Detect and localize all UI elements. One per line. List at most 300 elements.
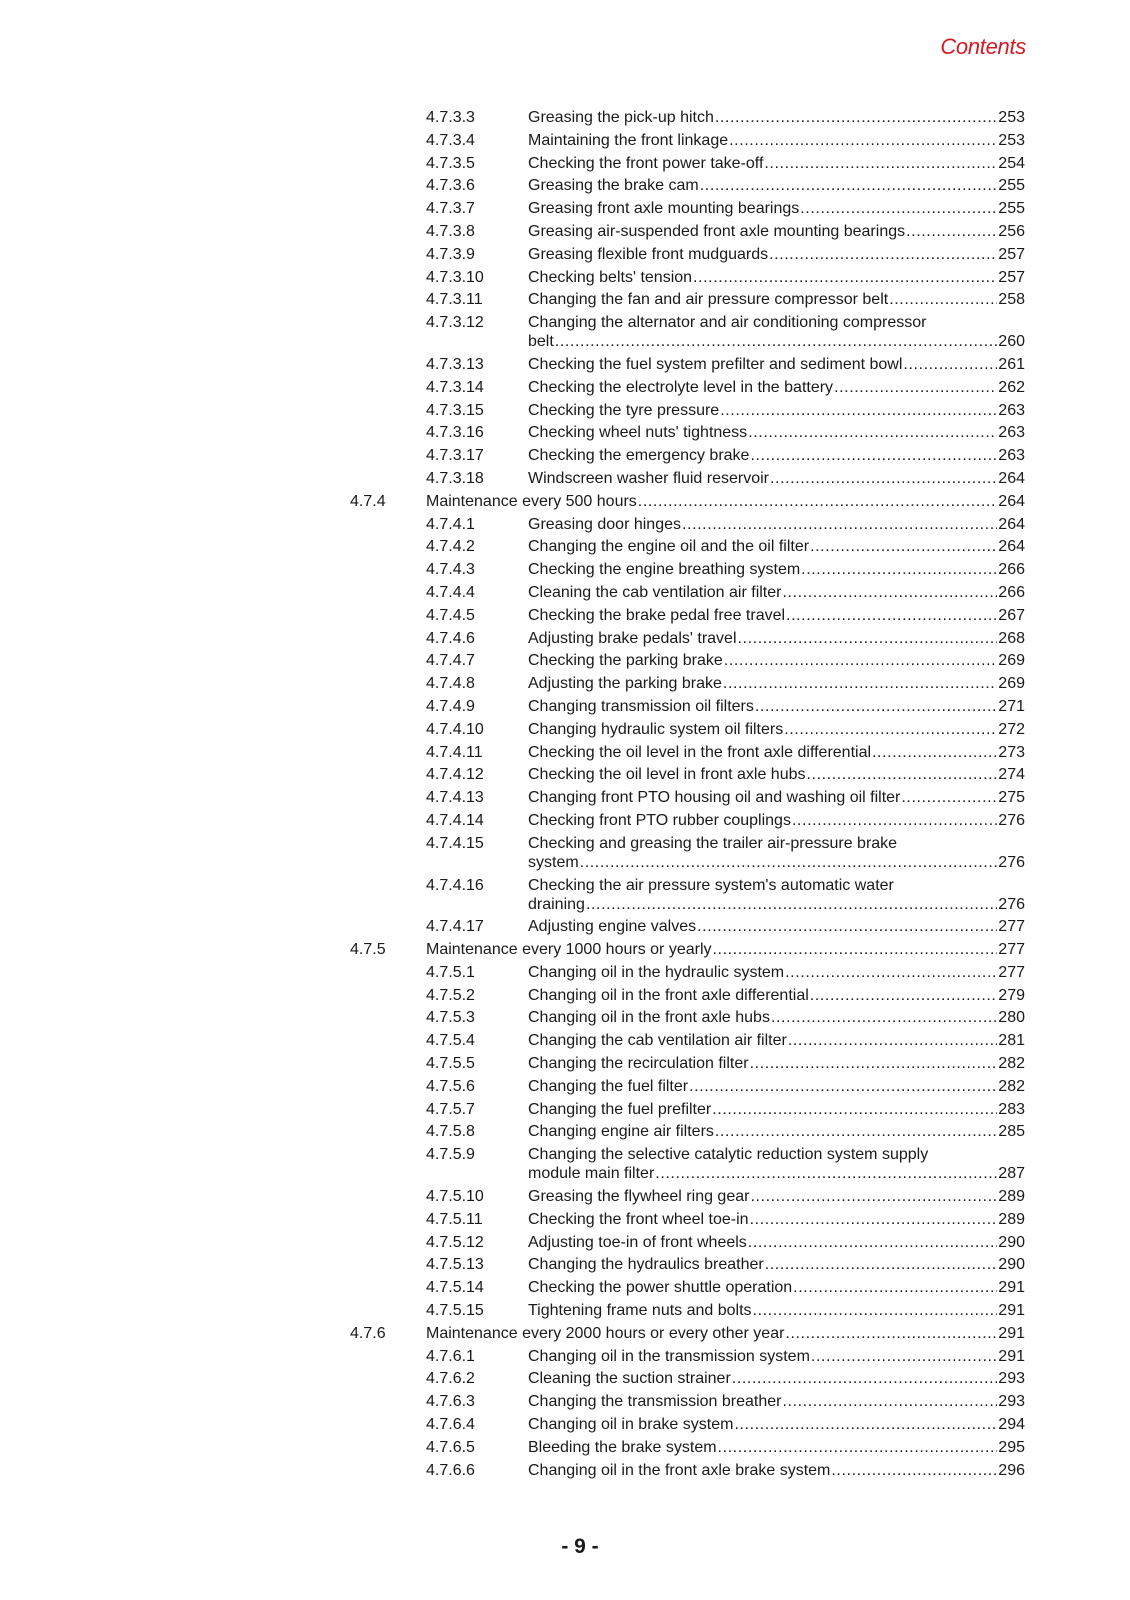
toc-entry-number: 4.7.3.18 xyxy=(426,469,484,487)
toc-entry-number: 4.7.4.15 xyxy=(426,834,484,852)
toc-entry-page: 261 xyxy=(998,355,1025,373)
toc-entry-page: 262 xyxy=(998,378,1025,396)
toc-entry-line xyxy=(528,606,1025,626)
toc-entry-page: 257 xyxy=(998,268,1025,286)
toc-entry[interactable] xyxy=(0,605,1130,628)
toc-entry-page: 276 xyxy=(998,853,1025,871)
toc-entry-title: Adjusting engine valves xyxy=(528,918,697,936)
toc-entry-line xyxy=(528,1301,1025,1321)
toc-entry-page: 253 xyxy=(998,131,1025,149)
dot-leader xyxy=(785,1324,997,1344)
toc-entry-line xyxy=(528,1438,1025,1458)
dot-leader xyxy=(748,423,997,443)
toc-entry-line xyxy=(528,674,1025,694)
toc-entry[interactable] xyxy=(0,1099,1130,1122)
toc-entry-page: 293 xyxy=(998,1393,1025,1411)
toc-entry-number: 4.7.3.10 xyxy=(426,268,484,286)
toc-entry-page: 269 xyxy=(998,652,1025,670)
dot-leader xyxy=(782,1392,997,1412)
dot-leader xyxy=(738,629,998,649)
toc-entry-title: Adjusting toe-in of front wheels xyxy=(528,1233,747,1251)
toc-entry[interactable] xyxy=(0,400,1130,423)
dot-leader xyxy=(724,651,998,671)
toc-entry-title: Windscreen washer fluid reservoir xyxy=(528,469,769,487)
toc-entry-line xyxy=(528,1255,1025,1275)
toc-entry-page: 255 xyxy=(998,200,1025,218)
toc-entry-line xyxy=(528,629,1025,649)
dot-leader xyxy=(750,1187,997,1207)
dot-leader xyxy=(782,583,997,603)
toc-entry-title: system xyxy=(528,853,579,871)
toc-entry-number: 4.7.5.1 xyxy=(426,963,475,981)
toc-entry[interactable] xyxy=(0,875,1130,917)
toc-entry-number: 4.7.5.3 xyxy=(426,1009,475,1027)
toc-entry-page: 289 xyxy=(998,1210,1025,1228)
toc-entry-number: 4.7.4.13 xyxy=(426,789,484,807)
toc-entry[interactable] xyxy=(0,1232,1130,1255)
toc-entry[interactable] xyxy=(0,267,1130,290)
toc-entry[interactable] xyxy=(0,1437,1130,1460)
dot-leader xyxy=(810,537,997,557)
toc-entry-page: 293 xyxy=(998,1370,1025,1388)
toc-entry[interactable] xyxy=(0,696,1130,719)
toc-entry-page: 282 xyxy=(998,1077,1025,1095)
dot-leader xyxy=(720,401,997,421)
toc-entry-title: Changing the hydraulics breather xyxy=(528,1256,764,1274)
toc-entry-title: Changing oil in brake system xyxy=(528,1416,734,1434)
toc-entry-line xyxy=(528,1278,1025,1298)
toc-entry-line xyxy=(528,515,1025,535)
toc-entry-number: 4.7.4.5 xyxy=(426,606,475,624)
toc-entry[interactable] xyxy=(0,244,1130,267)
toc-entry-line xyxy=(528,378,1025,398)
toc-entry-title: Changing the cab ventilation air filter xyxy=(528,1032,787,1050)
toc-entry-page: 266 xyxy=(998,561,1025,579)
toc-entry-line xyxy=(528,917,1025,937)
toc-entry-title-line1: Changing the selective catalytic reduction system supply xyxy=(528,1146,929,1164)
toc-entry-number: 4.7.3.12 xyxy=(426,314,484,332)
toc-entry-line xyxy=(528,268,1025,288)
toc-entry-page: 277 xyxy=(998,963,1025,981)
toc-entry-page: 279 xyxy=(998,986,1025,1004)
toc-entry-page: 290 xyxy=(998,1233,1025,1251)
dot-leader xyxy=(734,1415,997,1435)
toc-entry-title: Checking the power shuttle operation xyxy=(528,1279,793,1297)
toc-entry-number: 4.7.3.17 xyxy=(426,447,484,465)
toc-entry[interactable] xyxy=(0,1391,1130,1414)
toc-entry[interactable] xyxy=(0,764,1130,787)
toc-entry-line xyxy=(528,423,1025,443)
dot-leader xyxy=(755,697,997,717)
toc-entry-title-line1: Changing the alternator and air conditioning compressor xyxy=(528,314,927,332)
toc-entry-number: 4.7.3.14 xyxy=(426,378,484,396)
toc-entry-title: Changing the fuel prefilter xyxy=(528,1100,712,1118)
toc-entry-number: 4.7.3.15 xyxy=(426,401,484,419)
toc-entry-title: Checking the front wheel toe-in xyxy=(528,1210,749,1228)
toc-entry-page: 282 xyxy=(998,1055,1025,1073)
toc-entry-page: 264 xyxy=(998,492,1025,510)
toc-entry-line xyxy=(528,788,1025,808)
toc-entry-title: Checking the fuel system prefilter and sediment bowl xyxy=(528,355,903,373)
toc-entry-number: 4.7.6.2 xyxy=(426,1370,475,1388)
dot-leader xyxy=(901,788,997,808)
toc-entry-number: 4.7.6.4 xyxy=(426,1416,475,1434)
toc-entry[interactable] xyxy=(0,673,1130,696)
toc-entry-number: 4.7.3.3 xyxy=(426,109,475,126)
dot-leader xyxy=(801,560,997,580)
toc-entry-line xyxy=(528,1122,1025,1142)
toc-entry-line xyxy=(528,1054,1025,1074)
toc-entry[interactable] xyxy=(0,1414,1130,1437)
toc-entry-page: 268 xyxy=(998,629,1025,647)
toc-entry[interactable] xyxy=(0,445,1130,468)
toc-entry[interactable] xyxy=(0,916,1130,939)
toc-entry[interactable] xyxy=(0,1209,1130,1232)
dot-leader xyxy=(834,378,997,398)
toc-entry[interactable] xyxy=(0,559,1130,582)
toc-entry-title: Greasing the brake cam xyxy=(528,177,699,195)
toc-entry-number: 4.7.4.16 xyxy=(426,876,484,894)
toc-entry[interactable] xyxy=(0,198,1130,221)
toc-entry-title: Adjusting the parking brake xyxy=(528,675,722,693)
toc-entry-title: Changing oil in the front axle differential xyxy=(528,986,809,1004)
dot-leader xyxy=(729,131,997,151)
toc-entry[interactable] xyxy=(0,719,1130,742)
toc-entry-number: 4.7.3.4 xyxy=(426,131,475,149)
toc-entry-number: 4.7.4.11 xyxy=(426,743,483,761)
toc-entry[interactable] xyxy=(0,1144,1130,1186)
toc-entry-page: 289 xyxy=(998,1188,1025,1206)
toc-entry-title: Greasing flexible front mudguards xyxy=(528,245,769,263)
toc-entry-page: 294 xyxy=(998,1416,1025,1434)
toc-entry[interactable] xyxy=(0,787,1130,810)
toc-entry[interactable] xyxy=(0,742,1130,765)
dot-leader xyxy=(700,176,998,196)
toc-entry-line xyxy=(528,401,1025,421)
toc-entry[interactable] xyxy=(0,221,1130,244)
toc-entry-title: Checking the engine breathing system xyxy=(528,561,801,579)
toc-entry-line xyxy=(528,176,1025,196)
dot-leader xyxy=(723,674,997,694)
toc-entry-number: 4.7.4.14 xyxy=(426,811,484,829)
toc-entry-title: Checking the electrolyte level in the battery xyxy=(528,378,834,396)
toc-entry[interactable] xyxy=(0,1254,1130,1277)
toc-entry[interactable] xyxy=(0,468,1130,491)
toc-entry-line xyxy=(528,895,1025,915)
toc-entry-title: Bleeding the brake system xyxy=(528,1438,717,1456)
dot-leader xyxy=(712,1100,997,1120)
toc-entry[interactable] xyxy=(0,1053,1130,1076)
toc-entry-number: 4.7.5.14 xyxy=(426,1279,484,1297)
toc-entry[interactable] xyxy=(0,985,1130,1008)
dot-leader xyxy=(810,986,998,1006)
toc-entry-page: 269 xyxy=(998,675,1025,693)
toc-entry[interactable] xyxy=(0,1076,1130,1099)
toc-entry-line xyxy=(528,1210,1025,1230)
toc-entry-number: 4.7.4.6 xyxy=(426,629,475,647)
dot-leader xyxy=(748,1233,998,1253)
toc-entry-page: 277 xyxy=(998,941,1025,959)
dot-leader xyxy=(697,917,997,937)
dot-leader xyxy=(713,940,998,960)
toc-entry-line xyxy=(528,108,1025,128)
toc-entry-number: 4.7.6.6 xyxy=(426,1461,475,1479)
toc-entry-line xyxy=(528,743,1025,763)
toc-entry-title: Changing oil in the front axle brake system xyxy=(528,1461,831,1479)
toc-entry-line xyxy=(426,940,1025,960)
dot-leader xyxy=(793,1278,997,1298)
toc-entry-page: 273 xyxy=(998,743,1025,761)
toc-entry-page: 254 xyxy=(998,154,1025,172)
toc-entry-line xyxy=(528,1461,1025,1481)
toc-entry[interactable] xyxy=(0,377,1130,400)
toc-entry-number: 4.7.3.7 xyxy=(426,200,475,218)
toc-entry-number: 4.7.4.8 xyxy=(426,675,475,693)
toc-entry-number: 4.7.5 xyxy=(350,941,386,959)
toc-entry-title: Checking the front power take-off xyxy=(528,154,764,172)
toc-entry-page: 255 xyxy=(998,177,1025,195)
toc-entry-page: 266 xyxy=(998,583,1025,601)
dot-leader xyxy=(689,1077,997,1097)
toc-entry[interactable] xyxy=(0,1030,1130,1053)
toc-entry[interactable] xyxy=(0,107,1130,130)
toc-entry-title: Greasing front axle mounting bearings xyxy=(528,200,800,218)
toc-entry-number: 4.7.3.6 xyxy=(426,177,475,195)
toc-entry-title: Maintenance every 500 hours xyxy=(426,492,637,510)
toc-entry[interactable] xyxy=(0,153,1130,176)
toc-entry[interactable] xyxy=(0,810,1130,833)
dot-leader xyxy=(750,446,997,466)
toc-entry[interactable] xyxy=(0,582,1130,605)
toc-entry-number: 4.7.4.10 xyxy=(426,720,484,738)
dot-leader xyxy=(903,355,997,375)
toc-entry-page: 276 xyxy=(998,895,1025,913)
toc-entry-title: Greasing door hinges xyxy=(528,515,681,533)
toc-entry-page: 285 xyxy=(998,1123,1025,1141)
page-number: - 9 - xyxy=(561,1535,599,1558)
toc-entry-title: Adjusting brake pedals' travel xyxy=(528,629,737,647)
toc-entry-line xyxy=(528,765,1025,785)
toc-entry-page: 263 xyxy=(998,424,1025,442)
toc-entry-page: 260 xyxy=(998,333,1025,351)
dot-leader xyxy=(750,1210,998,1230)
toc-entry[interactable] xyxy=(0,1346,1130,1369)
toc-entry-title: Maintenance every 1000 hours or yearly xyxy=(426,941,712,959)
toc-entry-line xyxy=(426,492,1025,512)
dot-leader xyxy=(889,290,997,310)
toc-entry-number: 4.7.6.5 xyxy=(426,1438,475,1456)
dot-leader xyxy=(906,222,997,242)
toc-entry-title: Maintenance every 2000 hours or every other year xyxy=(426,1324,785,1342)
toc-entry-page: 253 xyxy=(998,109,1025,126)
toc-entry-page: 258 xyxy=(998,291,1025,309)
toc-entry-title: Checking the oil level in front axle hubs xyxy=(528,766,806,784)
toc-entry-line xyxy=(528,651,1025,671)
toc-entry-title: Maintaining the front linkage xyxy=(528,131,729,149)
toc-entry-title: Checking the tyre pressure xyxy=(528,401,720,419)
toc-entry-page: 264 xyxy=(998,538,1025,556)
toc-entry-number: 4.7.5.10 xyxy=(426,1188,484,1206)
toc-entry-line xyxy=(528,583,1025,603)
toc-entry-line xyxy=(528,537,1025,557)
toc-entry-line xyxy=(528,963,1025,983)
toc-entry-title: module main filter xyxy=(528,1165,655,1183)
toc-entry-number: 4.7.5.13 xyxy=(426,1256,484,1274)
toc-entry[interactable] xyxy=(0,650,1130,673)
toc-entry-number: 4.7.4.12 xyxy=(426,766,484,784)
toc-entry[interactable] xyxy=(0,514,1130,537)
toc-entry-line xyxy=(528,332,1025,352)
toc-entry-page: 257 xyxy=(998,245,1025,263)
toc-entry[interactable] xyxy=(0,289,1130,312)
toc-entry-line xyxy=(426,1324,1025,1344)
toc-entry[interactable] xyxy=(0,833,1130,875)
toc-entry-number: 4.7.5.11 xyxy=(426,1210,483,1228)
toc-entry-page: 291 xyxy=(998,1347,1025,1365)
toc-entry-number: 4.7.6.1 xyxy=(426,1347,475,1365)
dot-leader xyxy=(682,515,997,535)
toc-entry-line xyxy=(528,1164,1025,1184)
dot-leader xyxy=(580,853,998,873)
toc-entry[interactable] xyxy=(0,422,1130,445)
toc-entry-line xyxy=(528,853,1025,873)
toc-entry-page: 264 xyxy=(998,469,1025,487)
dot-leader xyxy=(770,469,997,489)
toc-entry[interactable] xyxy=(0,1121,1130,1144)
dot-leader xyxy=(732,1369,998,1389)
toc-entry[interactable] xyxy=(0,312,1130,354)
toc-entry[interactable] xyxy=(0,536,1130,559)
toc-entry-number: 4.7.6.3 xyxy=(426,1393,475,1411)
toc-entry-title: Cleaning the cab ventilation air filter xyxy=(528,583,782,601)
toc-entry-number: 4.7.5.4 xyxy=(426,1032,475,1050)
table-of-contents xyxy=(0,107,1130,1482)
dot-leader xyxy=(872,743,997,763)
toc-entry-page: 256 xyxy=(998,222,1025,240)
toc-entry[interactable] xyxy=(0,1368,1130,1391)
dot-leader xyxy=(785,963,997,983)
toc-entry-line xyxy=(528,1031,1025,1051)
toc-entry-title: Changing engine air filters xyxy=(528,1123,714,1141)
toc-entry-line xyxy=(528,720,1025,740)
toc-entry-page: 296 xyxy=(998,1461,1025,1479)
toc-entry[interactable] xyxy=(0,1460,1130,1483)
toc-entry[interactable] xyxy=(0,1323,1130,1346)
toc-entry-page: 276 xyxy=(998,811,1025,829)
dot-leader xyxy=(753,1301,998,1321)
toc-entry[interactable] xyxy=(0,354,1130,377)
toc-entry-number: 4.7.5.6 xyxy=(426,1077,475,1095)
toc-entry-line xyxy=(528,199,1025,219)
toc-entry[interactable] xyxy=(0,1277,1130,1300)
toc-entry-number: 4.7.4.7 xyxy=(426,652,475,670)
toc-entry-title: Changing the transmission breather xyxy=(528,1393,782,1411)
toc-entry-line xyxy=(528,355,1025,375)
toc-entry-title: Checking belts' tension xyxy=(528,268,693,286)
dot-leader xyxy=(764,154,997,174)
toc-entry-title: Changing the engine oil and the oil filter xyxy=(528,538,810,556)
toc-entry-title-line1: Checking and greasing the trailer air-pressure brake xyxy=(528,834,898,852)
toc-entry-page: 287 xyxy=(998,1165,1025,1183)
toc-entry[interactable] xyxy=(0,1300,1130,1323)
toc-entry-title: Checking the brake pedal free travel xyxy=(528,606,786,624)
toc-entry-line xyxy=(528,560,1025,580)
toc-entry-number: 4.7.3.11 xyxy=(426,291,483,309)
toc-entry-page: 291 xyxy=(998,1279,1025,1297)
dot-leader xyxy=(784,720,997,740)
toc-entry[interactable] xyxy=(0,939,1130,962)
toc-entry-number: 4.7.4.3 xyxy=(426,561,475,579)
toc-entry[interactable] xyxy=(0,175,1130,198)
toc-entry-title: Changing the fuel filter xyxy=(528,1077,689,1095)
toc-entry-line xyxy=(528,154,1025,174)
dot-leader xyxy=(788,1031,997,1051)
toc-entry[interactable] xyxy=(0,962,1130,985)
toc-entry-number: 4.7.3.16 xyxy=(426,424,484,442)
toc-entry[interactable] xyxy=(0,1186,1130,1209)
toc-entry-page: 291 xyxy=(998,1324,1025,1342)
toc-entry-page: 272 xyxy=(998,720,1025,738)
toc-entry[interactable] xyxy=(0,1007,1130,1030)
toc-entry-title: Changing oil in the transmission system xyxy=(528,1347,810,1365)
toc-entry-title: Checking wheel nuts' tightness xyxy=(528,424,748,442)
toc-entry[interactable] xyxy=(0,130,1130,153)
dot-leader xyxy=(807,765,998,785)
toc-entry-line xyxy=(528,1077,1025,1097)
dot-leader xyxy=(792,811,997,831)
toc-entry-line xyxy=(528,1369,1025,1389)
toc-entry-number: 4.7.4 xyxy=(350,492,386,510)
toc-entry-number: 4.7.4.9 xyxy=(426,697,475,715)
toc-entry-line xyxy=(528,1233,1025,1253)
toc-entry-line xyxy=(528,811,1025,831)
dot-leader xyxy=(586,895,997,915)
toc-entry-line xyxy=(528,697,1025,717)
page-header-title: Contents xyxy=(940,34,1026,59)
toc-entry-line xyxy=(528,1392,1025,1412)
toc-entry[interactable] xyxy=(0,491,1130,514)
toc-entry-line xyxy=(528,1100,1025,1120)
dot-leader xyxy=(831,1461,997,1481)
toc-entry-title: Checking the emergency brake xyxy=(528,447,750,465)
toc-entry-page: 291 xyxy=(998,1302,1025,1320)
toc-entry-number: 4.7.4.1 xyxy=(426,515,475,533)
dot-leader xyxy=(786,606,997,626)
toc-entry-page: 274 xyxy=(998,766,1025,784)
dot-leader xyxy=(771,1008,997,1028)
toc-entry-line xyxy=(528,245,1025,265)
toc-entry-title: Checking front PTO rubber couplings xyxy=(528,811,791,829)
toc-entry-title: Changing transmission oil filters xyxy=(528,697,754,715)
toc-entry-number: 4.7.4.2 xyxy=(426,538,475,556)
toc-entry-number: 4.7.5.12 xyxy=(426,1233,484,1251)
toc-entry-number: 4.7.5.15 xyxy=(426,1302,484,1320)
toc-entry-number: 4.7.6 xyxy=(350,1324,386,1342)
toc-entry-number: 4.7.3.8 xyxy=(426,222,475,240)
dot-leader xyxy=(765,1255,998,1275)
toc-entry-page: 267 xyxy=(998,606,1025,624)
toc-entry-number: 4.7.5.7 xyxy=(426,1100,475,1118)
dot-leader xyxy=(638,492,998,512)
toc-entry-title: Cleaning the suction strainer xyxy=(528,1370,731,1388)
dot-leader xyxy=(655,1164,997,1184)
toc-entry-title: Checking the parking brake xyxy=(528,652,723,670)
toc-entry-number: 4.7.4.17 xyxy=(426,918,484,936)
toc-entry[interactable] xyxy=(0,628,1130,651)
dot-leader xyxy=(693,268,997,288)
toc-entry-line xyxy=(528,1008,1025,1028)
dot-leader xyxy=(811,1347,997,1367)
